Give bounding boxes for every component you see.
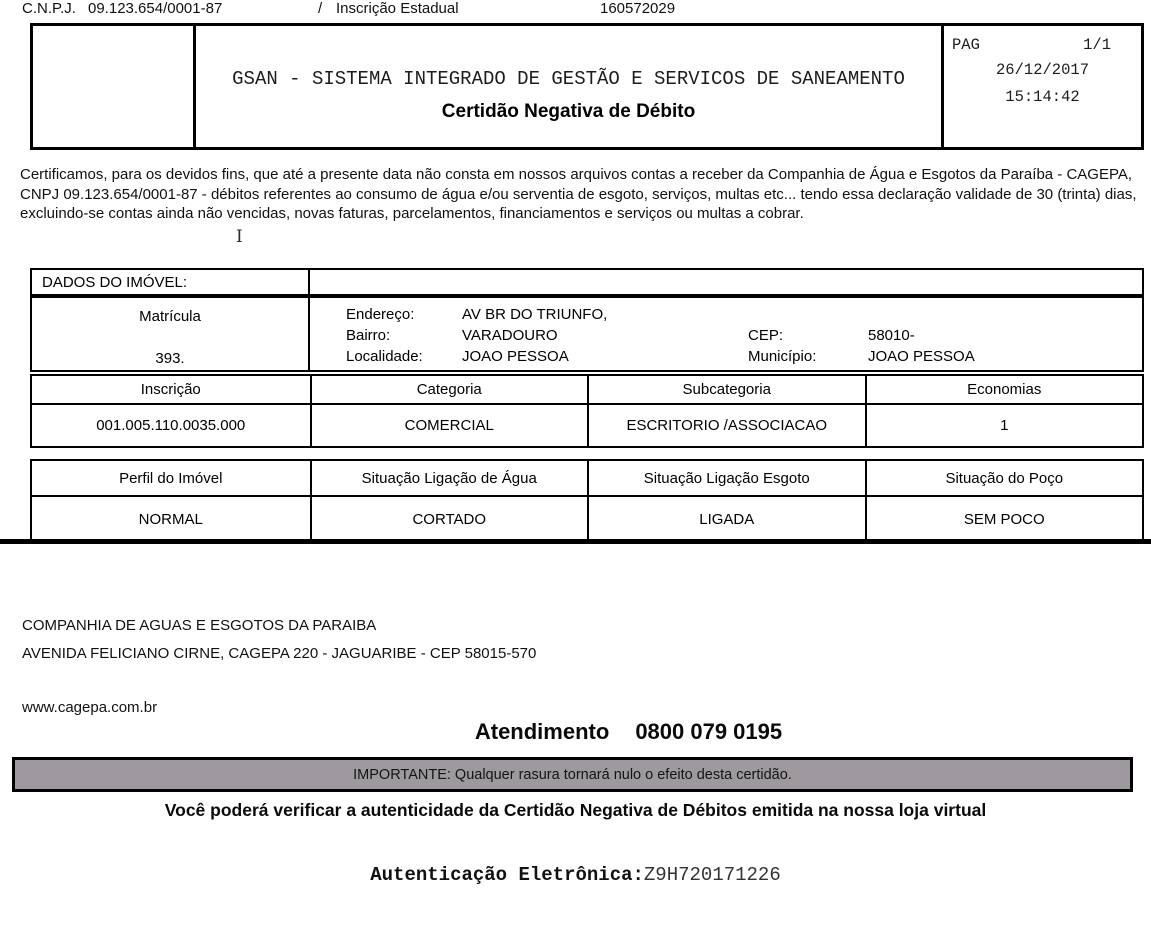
cnpj-label: C.N.P.J. xyxy=(22,0,76,17)
logo-placeholder-box xyxy=(33,26,196,147)
situation-table-value-row xyxy=(32,497,1142,542)
print-time: 15:14:42 xyxy=(1005,88,1080,106)
important-notice-bar: IMPORTANTE: Qualquer rasura tornará nulo o efeito desta certidão. xyxy=(12,757,1133,792)
economias-header: Economias xyxy=(865,376,1143,403)
auth-label: Autenticação Eletrônica: xyxy=(370,864,644,886)
company-name: COMPANHIA DE AGUAS E ESGOTOS DA PARAIBA xyxy=(22,617,377,634)
print-date: 26/12/2017 xyxy=(995,61,1089,79)
localidade-value: JOAO PESSOA xyxy=(462,348,569,365)
page-number: 1/1 xyxy=(1083,36,1111,54)
subcategoria-value: ESCRITORIO /ASSOCIACAO xyxy=(587,405,865,446)
inscription-table xyxy=(30,374,1144,448)
separator-slash: / xyxy=(318,0,323,17)
address-cell xyxy=(310,298,1142,370)
situation-table xyxy=(30,459,1144,542)
page-label: PAG xyxy=(952,36,980,54)
atendimento-phone: 0800 079 0195 xyxy=(635,719,783,744)
cnpj-row xyxy=(0,0,1151,20)
system-title: GSAN - SISTEMA INTEGRADO DE GESTÃO E SERVICOS DE SANEAMENTO xyxy=(232,68,905,90)
economias-value: 1 xyxy=(865,405,1143,446)
cep-label: CEP: xyxy=(748,327,784,344)
inscription-table-value-row xyxy=(32,405,1142,446)
inscricao-estadual-value: 160572029 xyxy=(600,0,676,17)
authenticity-verify-text: Você poderá verificar a autenticidade da Certidão Negativa de Débitos emitida na nossa loja virtual xyxy=(164,800,987,820)
inscricao-header: Inscrição xyxy=(140,381,201,398)
website-url: www.cagepa.com.br xyxy=(22,699,158,716)
situation-table-header-row xyxy=(32,461,1142,497)
cep-value: 58010- xyxy=(868,327,915,344)
bairro-label: Bairro: xyxy=(346,327,391,344)
bairro-value: VARADOURO xyxy=(462,327,558,344)
localidade-label: Localidade: xyxy=(346,348,423,365)
poco-header: Situação do Poço xyxy=(865,461,1143,495)
matricula-value: 393. xyxy=(155,350,185,367)
categoria-value: COMERCIAL xyxy=(310,405,588,446)
auth-code: Z9H720171226 xyxy=(643,864,781,886)
matricula-cell xyxy=(32,298,310,370)
document-header xyxy=(30,23,1144,150)
matricula-label: Matrícula xyxy=(139,308,201,325)
perfil-value: NORMAL xyxy=(138,511,203,528)
categoria-header: Categoria xyxy=(310,376,588,403)
endereco-label: Endereço: xyxy=(346,306,415,323)
ligacao-agua-header: Situação Ligação de Água xyxy=(310,461,588,495)
atendimento-label: Atendimento xyxy=(474,719,610,744)
poco-value: SEM POCO xyxy=(865,497,1143,542)
ligacao-esgoto-header: Situação Ligação Esgoto xyxy=(587,461,865,495)
inscricao-value: 001.005.110.0035.000 xyxy=(96,417,246,434)
certification-paragraph: Certificamos, para os devidos fins, que até a presente data não consta em nossos arquivos contas a receber da Companhia de Água e Esgotos da Paraíba - CAGEPA, CNPJ 09.123.654/0001-87 - débitos referentes ao consumo de água e/ou serventia de esgoto, serviços, multas etc... tendo essa declaração validade de 30 (trinta) dias, excluindo-se contas ainda não vencidas, novas faturas, parcelamentos, financiamentos e serviços ou multas a cobrar. xyxy=(20,166,1137,222)
company-address: AVENIDA FELICIANO CIRNE, CAGEPA 220 - JAGUARIBE - CEP 58015-570 xyxy=(22,645,537,662)
document-title: Certidão Negativa de Débito xyxy=(441,101,696,122)
endereco-value: AV BR DO TRIUNFO, xyxy=(462,306,608,323)
municipio-value: JOAO PESSOA xyxy=(868,348,975,365)
property-section-header-row xyxy=(30,268,1144,296)
perfil-header: Perfil do Imóvel xyxy=(119,470,223,487)
property-section-title: DADOS DO IMÓVEL: xyxy=(32,270,310,294)
electronic-authentication-line xyxy=(0,864,1151,886)
inscricao-estadual-label: Inscrição Estadual xyxy=(336,0,459,17)
header-title-cell xyxy=(196,26,941,147)
cnpj-value: 09.123.654/0001-87 xyxy=(88,0,223,17)
inscription-table-header-row xyxy=(32,376,1142,405)
subcategoria-header: Subcategoria xyxy=(587,376,865,403)
ligacao-agua-value: CORTADO xyxy=(310,497,588,542)
page-break-divider xyxy=(0,539,1151,544)
ligacao-esgoto-value: LIGADA xyxy=(587,497,865,542)
atendimento-line xyxy=(106,719,1151,745)
municipio-label: Município: xyxy=(748,348,817,365)
page-info-cell xyxy=(941,26,1141,147)
ibeam-cursor: I xyxy=(236,227,243,247)
property-identification-row xyxy=(30,296,1144,372)
